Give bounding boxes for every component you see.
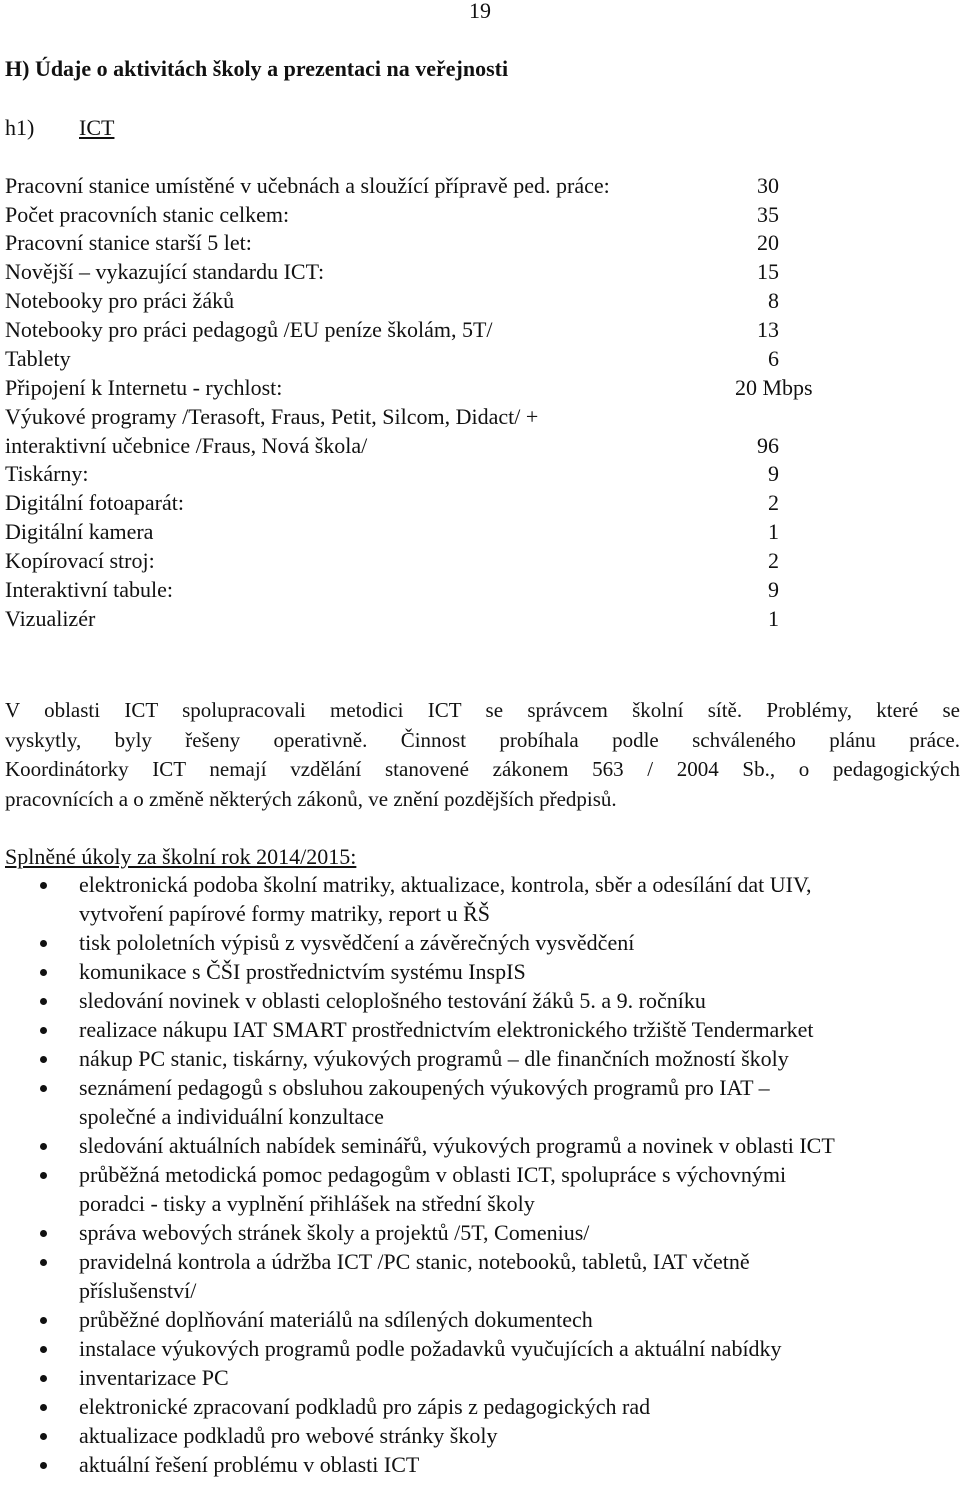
inventory-row: [5, 548, 865, 577]
inventory-value: 9: [768, 577, 779, 602]
inventory-row: [5, 461, 865, 490]
inventory-row: [5, 433, 865, 462]
bullet-icon: [40, 1143, 47, 1150]
bullet-icon: [40, 998, 47, 1005]
bullet-icon: [40, 1230, 47, 1237]
subsection-title: ICT: [79, 115, 115, 140]
inventory-label: Připojení k Internetu - rychlost:: [5, 375, 283, 400]
task-item: [0, 1131, 960, 1160]
task-line: sledování aktuálních nabídek seminářů, výukových programů a novinek v oblasti ICT: [79, 1133, 835, 1158]
inventory-label: Vizualizér: [5, 606, 96, 631]
task-item: [0, 870, 960, 928]
inventory-value: 35: [757, 202, 779, 227]
inventory-label: Pracovní stanice umístěné v učebnách a sloužící přípravě ped. práce:: [5, 173, 610, 198]
task-line: nákup PC stanic, tiskárny, výukových programů – dle finančních možností školy: [79, 1046, 789, 1071]
task-item: [0, 928, 960, 957]
task-item: [0, 1334, 960, 1363]
subsection-number: h1): [5, 115, 35, 140]
task-item: [0, 1305, 960, 1334]
bullet-icon: [40, 940, 47, 947]
paragraph-line: vyskytly, byly řešeny operativně. Činnost probíhala podle schváleného plánu práce.: [5, 727, 960, 752]
task-line: vytvoření papírové formy matriky, report u ŘŠ: [79, 901, 490, 926]
task-item: [0, 1218, 960, 1247]
inventory-row: [5, 346, 865, 375]
bullet-icon: [40, 1404, 47, 1411]
bullet-icon: [40, 1027, 47, 1034]
inventory-value: 2: [768, 548, 779, 573]
task-line: tisk pololetních výpisů z vysvědčení a závěrečných vysvědčení: [79, 930, 635, 955]
inventory-row: [5, 606, 865, 635]
inventory-row: [5, 577, 865, 606]
inventory-label: Interaktivní tabule:: [5, 577, 173, 602]
inventory-value: 15: [757, 259, 779, 284]
task-item: [0, 1363, 960, 1392]
page-number: 19: [469, 0, 491, 23]
task-line: příslušenství/: [79, 1278, 197, 1303]
inventory-label: Digitální fotoaparát:: [5, 490, 184, 515]
bullet-icon: [40, 1317, 47, 1324]
bullet-icon: [40, 882, 47, 889]
inventory-row: [5, 288, 865, 317]
inventory-value: 2: [768, 490, 779, 515]
ict-cooperation-paragraph: [5, 696, 960, 814]
task-item: [0, 1044, 960, 1073]
bullet-icon: [40, 969, 47, 976]
task-item: [0, 957, 960, 986]
inventory-label: Výukové programy /Terasoft, Fraus, Petit, Silcom, Didact/ +: [5, 404, 539, 429]
bullet-icon: [40, 1056, 47, 1063]
task-item: [0, 1450, 960, 1479]
inventory-row: [5, 173, 865, 202]
section-heading: H) Údaje o aktivitách školy a prezentaci na veřejnosti: [5, 56, 509, 81]
inventory-row: [5, 259, 865, 288]
task-line: inventarizace PC: [79, 1365, 229, 1390]
inventory-value: 1: [768, 606, 779, 631]
task-item: [0, 1421, 960, 1450]
paragraph-line: V oblasti ICT spolupracovali metodici ICT se správcem školní sítě. Problémy, které se: [5, 698, 960, 722]
task-item: [0, 1247, 960, 1305]
inventory-value: 1: [768, 519, 779, 544]
task-line: aktuální řešení problému v oblasti ICT: [79, 1452, 420, 1477]
inventory-row: [5, 317, 865, 346]
paragraph-line: Koordinátorky ICT nemají vzdělání stanovené zákonem 563 / 2004 Sb., o pedagogických: [5, 757, 960, 781]
bullet-icon: [40, 1375, 47, 1382]
inventory-label: Pracovní stanice starší 5 let:: [5, 230, 252, 255]
task-line: realizace nákupu IAT SMART prostřednictvím elektronického tržiště Tendermarket: [79, 1017, 814, 1042]
task-line: správa webových stránek školy a projektů /5T, Comenius/: [79, 1220, 590, 1245]
task-item: [0, 1073, 960, 1131]
bullet-icon: [40, 1346, 47, 1353]
inventory-label: Novější – vykazující standardu ICT:: [5, 259, 325, 284]
task-item: [0, 986, 960, 1015]
bullet-icon: [40, 1462, 47, 1469]
task-item: [0, 1015, 960, 1044]
task-line: komunikace s ČŠI prostřednictvím systému InspIS: [79, 959, 526, 984]
task-line: elektronické zpracovaní podkladů pro zápis z pedagogických rad: [79, 1394, 651, 1419]
task-line: průběžná metodická pomoc pedagogům v oblasti ICT, spolupráce s výchovnými: [79, 1162, 787, 1187]
inventory-row: [5, 375, 865, 404]
task-item: [0, 1160, 960, 1218]
bullet-icon: [40, 1085, 47, 1092]
task-line: průběžné doplňování materiálů na sdílených dokumentech: [79, 1307, 593, 1332]
inventory-value: 20 Mbps: [735, 375, 813, 400]
inventory-label: Notebooky pro práci pedagogů /EU peníze školám, 5T/: [5, 317, 493, 342]
task-line: aktualizace podkladů pro webové stránky školy: [79, 1423, 498, 1448]
task-line: společné a individuální konzultace: [79, 1104, 384, 1129]
task-line: poradci - tisky a vyplnění přihlášek na střední školy: [79, 1191, 535, 1216]
inventory-value: 13: [757, 317, 779, 342]
inventory-row: [5, 404, 865, 433]
inventory-row: [5, 490, 865, 519]
task-line: seznámení pedagogů s obsluhou zakoupených výukových programů pro IAT –: [79, 1075, 770, 1100]
inventory-label: Notebooky pro práci žáků: [5, 288, 235, 313]
inventory-label: Počet pracovních stanic celkem:: [5, 202, 290, 227]
task-line: sledování novinek v oblasti celoplošného testování žáků 5. a 9. ročníku: [79, 988, 706, 1013]
inventory-label: Tablety: [5, 346, 71, 371]
bullet-icon: [40, 1172, 47, 1179]
inventory-value: 20: [757, 230, 779, 255]
inventory-label: Digitální kamera: [5, 519, 154, 544]
task-line: instalace výukových programů podle požadavků vyučujících a aktuální nabídky: [79, 1336, 782, 1361]
inventory-label: Kopírovací stroj:: [5, 548, 155, 573]
inventory-value: 6: [768, 346, 779, 371]
inventory-row: [5, 202, 865, 231]
inventory-value: 30: [757, 173, 779, 198]
task-line: elektronická podoba školní matriky, aktualizace, kontrola, sběr a odesílání dat UIV,: [79, 872, 812, 897]
inventory-value: 9: [768, 461, 779, 486]
paragraph-line: pracovnících a o změně některých zákonů, ve znění pozdějších předpisů.: [5, 786, 617, 811]
inventory-value: 96: [757, 433, 779, 458]
task-line: pravidelná kontrola a údržba ICT /PC stanic, notebooků, tabletů, IAT včetně: [79, 1249, 750, 1274]
inventory-value: 8: [768, 288, 779, 313]
task-item: [0, 1392, 960, 1421]
inventory-label: interaktivní učebnice /Fraus, Nová škola/: [5, 433, 368, 458]
inventory-label: Tiskárny:: [5, 461, 89, 486]
tasks-title: Splněné úkoly za školní rok 2014/2015:: [5, 844, 357, 869]
inventory-row: [5, 230, 865, 259]
bullet-icon: [40, 1433, 47, 1440]
tasks-list: [0, 870, 960, 1479]
bullet-icon: [40, 1259, 47, 1266]
inventory-row: [5, 519, 865, 548]
